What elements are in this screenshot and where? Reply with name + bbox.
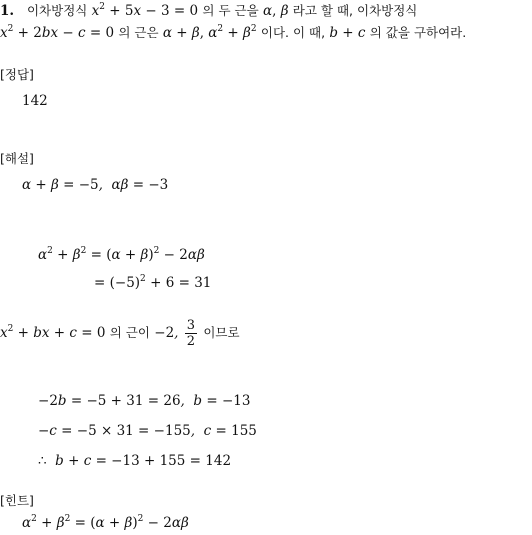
fraction-3-2: $\frac{3}{2}$ [186, 318, 196, 349]
root-2: $\alpha^2 + \beta^2$ [208, 24, 257, 41]
problem-text: 의 값을 구하여라. [369, 25, 467, 40]
solution-step-4: $x^2$ + bx + c = 0 의 근이 −2, $\frac{3}{2}$ 이므로 [0, 318, 240, 349]
problem-text: 이다. 이 때, [260, 25, 326, 40]
solution-label: [해설] [0, 151, 34, 166]
solution-step-6: −c = −5 × 31 = −155, c = 155 [38, 423, 257, 439]
math-b-plus-c: b + c [329, 25, 366, 41]
problem-line-2: $x^2 + 2bx - c = 0$ 의 근은 α + β, $\alpha^2 + \beta^2$ 이다. 이 때, b + c 의 값을 구하여라. [0, 24, 467, 41]
solution-step-5: −2b = −5 + 31 = 26, b = −13 [38, 393, 251, 409]
problem-number: 1. [0, 3, 15, 19]
solution-step-7: ∴ b + c = −13 + 155 = 142 [38, 453, 232, 469]
math-beta: β [280, 3, 289, 19]
problem-text: 라고 할 때, 이차방정식 [292, 3, 418, 18]
hint-label: [힌트] [0, 493, 34, 508]
problem-line-1: 1. 이차방정식 $x^2 + 5x - 3 = 0$ 의 두 근을 α, β 라고 할 때, 이차방정식 [0, 2, 418, 19]
equation-2: $x^2 + 2bx - c = 0$ [0, 24, 115, 41]
math-alpha: α [262, 3, 273, 19]
solution-step-3: = $(-5)^2 + 6 = 31$ [94, 274, 212, 291]
hint-formula: $\alpha^2 + \beta^2 = (\alpha + \beta)^2 - 2\alpha\beta$ [22, 514, 189, 531]
problem-text: 이차방정식 [26, 3, 88, 18]
root-1: α + β [162, 25, 200, 41]
solution-step-1: α + β = −5, αβ = −3 [22, 177, 169, 193]
equation-1: $x^2 + 5x - 3 = 0$ [91, 2, 199, 19]
problem-text: 의 근은 [118, 25, 159, 40]
solution-step-2: $\alpha^2 + \beta^2 = (\alpha + \beta)^2 - 2\alpha\beta$ [38, 246, 205, 263]
answer-label: [정답] [0, 67, 34, 82]
answer-value: 142 [22, 93, 48, 109]
problem-text: 의 두 근을 [202, 3, 259, 18]
